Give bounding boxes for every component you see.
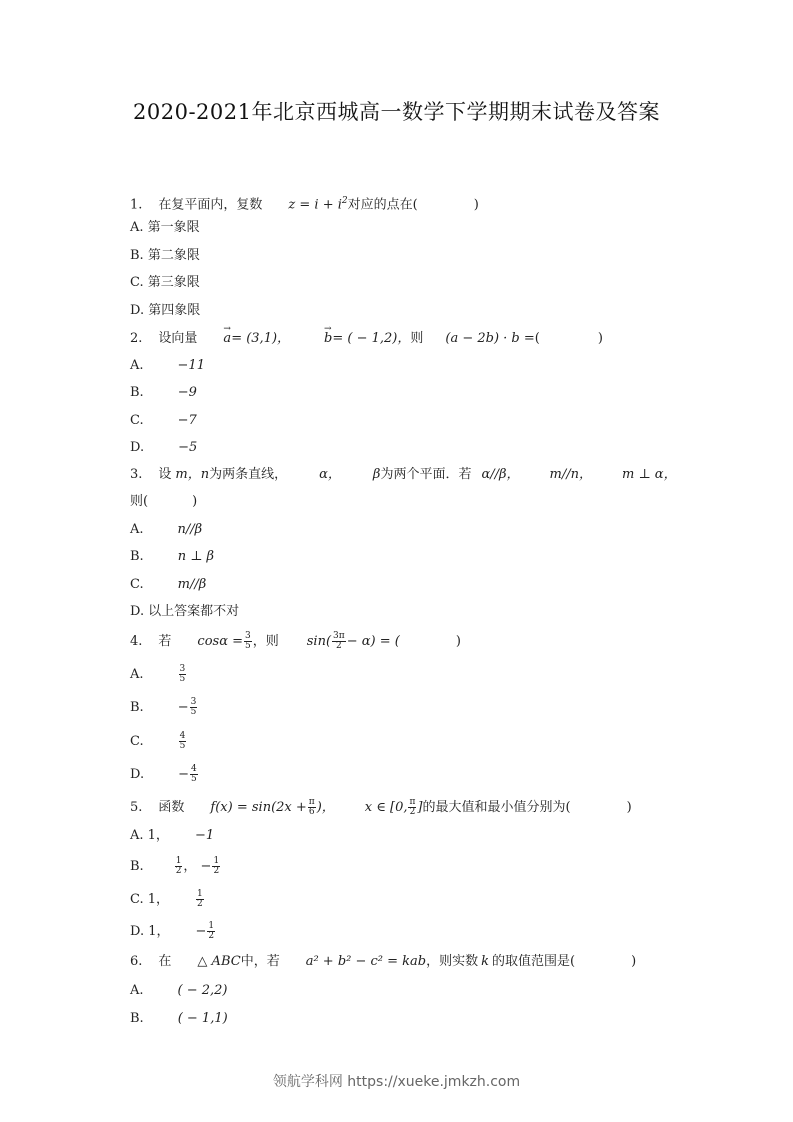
q3-option-a: A. n//β — [130, 522, 203, 537]
q4-option-d: D. − $\frac{4}{5}$ — [130, 764, 197, 784]
q5-option-c: C. 1， $\frac{1}{2}$ — [130, 889, 203, 909]
q2-option-d: D. −5 — [130, 440, 198, 455]
question-3: 3. 设 m，n为两条直线， α， β为两个平面．若 α//β， m//n， m ⊥ α， — [130, 467, 677, 482]
footer-watermark: 领航学科网 https://xueke.jmkzh.com — [272, 1074, 521, 1090]
q3-option-c: C. m//β — [130, 577, 207, 592]
q4-option-b: B. − $\frac{3}{5}$ — [130, 697, 197, 717]
page-title: 2020-2021年北京西城高一数学下学期期末试卷及答案 — [133, 100, 660, 124]
q6-option-a: A. ( − 2,2) — [130, 983, 228, 998]
q2-option-b: B. −9 — [130, 385, 197, 400]
question-5: 5. 函数 f(x) = sin(2x + $\frac{\pi}{6}$ )， x ∈ [0, $\frac{\pi}{2}$ ]的最大值和最小值分别为( ) — [130, 797, 632, 817]
q5-option-b: B. $\frac{1}{2}$ ， − $\frac{1}{2}$ — [130, 856, 220, 876]
question-6: 6. 在 △ ABC中，若 a² + b² − c² = kab，则实数 k 的取值范围是( ) — [130, 954, 637, 969]
question-3-line-2: 则( ) — [130, 494, 198, 509]
q1-option-a: A. 第一象限 — [130, 220, 200, 235]
q5-option-d: D. 1， − $\frac{1}{2}$ — [130, 921, 215, 941]
q1-option-c: C. 第三象限 — [130, 275, 200, 290]
q4-option-a: A. $\frac{3}{5}$ — [130, 664, 186, 684]
question-4: 4. 若 cosα = $\frac{3}{5}$ ，则 sin( $\frac{3\pi}{2}$ − α) = ( ) — [130, 631, 461, 651]
question-2: 2. 设向量→ a= (3,1)，→ b= ( − 1,2)，则 (a − 2b) · b =( ) — [130, 330, 603, 348]
q3-option-d: D. 以上答案都不对 — [130, 604, 240, 619]
q1-option-b: B. 第二象限 — [130, 248, 200, 263]
q4-option-c: C. $\frac{4}{5}$ — [130, 731, 186, 751]
q2-option-a: A. −11 — [130, 358, 205, 373]
question-1: 1. 在复平面内，复数 $z = i + i^2$对应的点在( ) — [130, 196, 479, 213]
q2-option-c: C. −7 — [130, 413, 197, 428]
q3-option-b: B. n ⊥ β — [130, 549, 215, 564]
q1-option-d: D. 第四象限 — [130, 303, 201, 318]
q5-option-a: A. 1， −1 — [130, 828, 215, 843]
q6-option-b: B. ( − 1,1) — [130, 1011, 228, 1026]
